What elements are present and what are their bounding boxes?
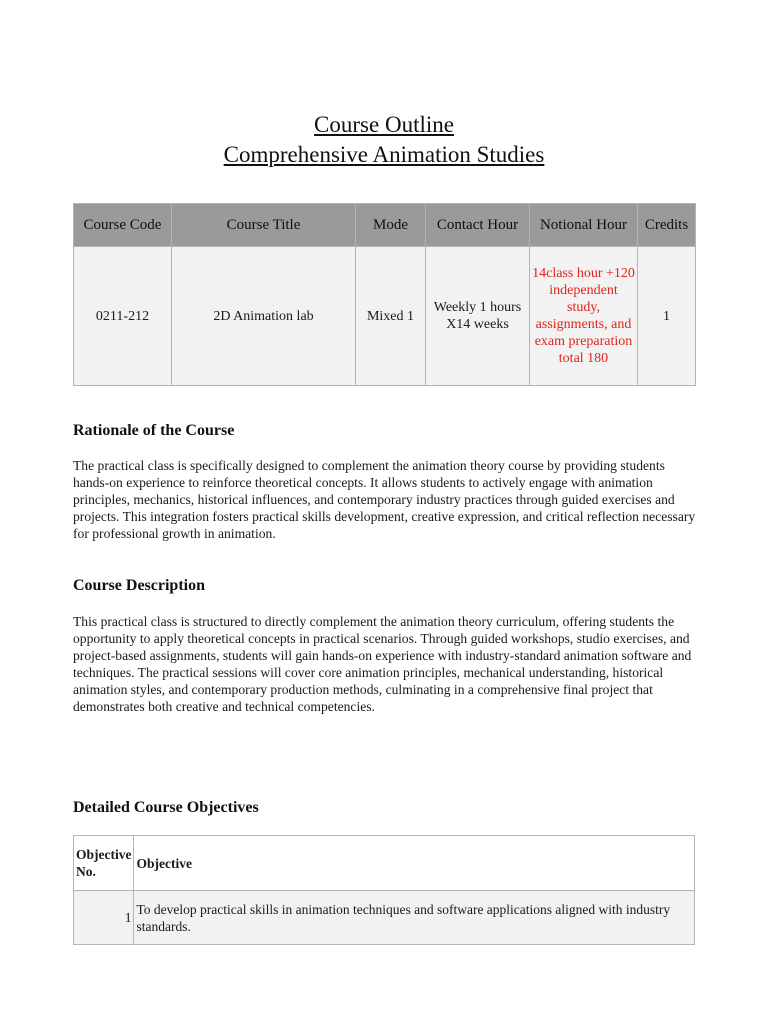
header-credits: Credits <box>638 204 696 247</box>
description-heading: Course Description <box>73 577 205 594</box>
cell-contact-hour: Weekly 1 hours X14 weeks <box>426 247 530 386</box>
objectives-table <box>73 835 695 945</box>
objective-number: 1 <box>74 891 134 945</box>
page-subtitle: Comprehensive Animation Studies <box>223 142 545 167</box>
header-objective: Objective <box>134 836 695 891</box>
cell-course-title: 2D Animation lab <box>172 247 356 386</box>
cell-mode: Mixed 1 <box>356 247 426 386</box>
header-mode: Mode <box>356 204 426 247</box>
objective-text: To develop practical skills in animation techniques and software applications aligned with industry standards. <box>134 891 695 945</box>
page-title: Course Outline <box>314 112 454 137</box>
course-table-row <box>74 247 696 386</box>
header-course-code: Course Code <box>74 204 172 247</box>
objectives-header-row <box>74 836 695 891</box>
header-course-title: Course Title <box>172 204 356 247</box>
header-notional-hour: Notional Hour <box>530 204 638 247</box>
course-info-table <box>73 203 696 386</box>
table-row <box>74 891 695 945</box>
cell-notional-hour: 14class hour +120 independent study, assignments, and exam preparation total 180 <box>530 247 638 386</box>
objectives-heading: Detailed Course Objectives <box>73 799 259 816</box>
header-contact-hour: Contact Hour <box>426 204 530 247</box>
rationale-paragraph: The practical class is specifically designed to complement the animation theory course by providing students hands-on experience to reinforce theoretical concepts. It allows students to actively engage with animation principles, mechanics, historical influences, and contemporary industry practices through guided exercises and projects. This integration fosters practical skills development, creative expression, and critical reflection necessary for professional growth in animation. <box>73 458 696 541</box>
rationale-heading: Rationale of the Course <box>73 422 235 439</box>
cell-credits: 1 <box>638 247 696 386</box>
description-paragraph: This practical class is structured to directly complement the animation theory curriculum, offering students the opportunity to apply theoretical concepts in practical scenarios. Through guided workshops, studio exercises, and project-based assignments, students will gain hands-on experience with industry-standard animation software and techniques. The practical sessions will cover core animation principles, mechanical understanding, historical animation styles, and contemporary production methods, culminating in a comprehensive final project that demonstrates both creative and technical competencies. <box>73 614 692 714</box>
cell-course-code: 0211-212 <box>74 247 172 386</box>
header-objective-no: Objective No. <box>74 836 134 891</box>
course-table-header-row <box>74 204 696 247</box>
